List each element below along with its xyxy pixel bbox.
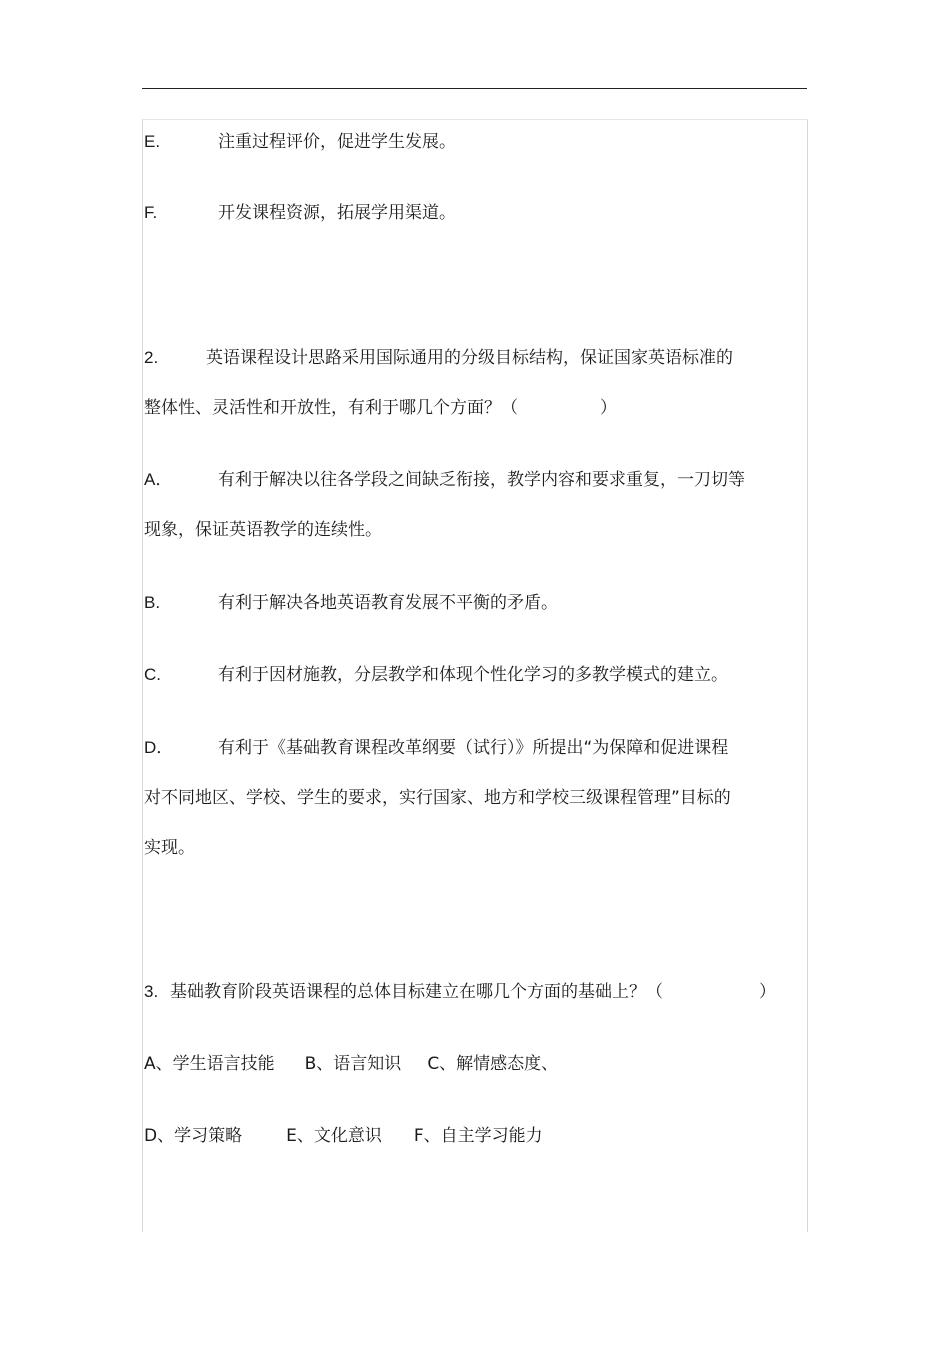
option-text: 对不同地区、学校、学生的要求，实行国家、地方和学校三级课程管理”目标的 — [144, 788, 731, 808]
q2-option-c — [144, 665, 728, 685]
q2-option-d-line2 — [144, 788, 731, 808]
question-text: 整体性、灵活性和开放性，有利于哪几个方面？（ — [144, 398, 518, 418]
q3-option-d: D、学习策略 — [144, 1126, 243, 1146]
question-text: 英语课程设计思路采用国际通用的分级目标结构，保证国家英语标准的 — [206, 348, 733, 368]
q3-option-b: B、语言知识 — [304, 1054, 402, 1074]
q2-option-a-line2 — [144, 520, 382, 540]
option-marker: B. — [144, 593, 161, 612]
q3-option-e: E、文化意识 — [286, 1126, 382, 1146]
option-text: 有利于因材施教，分层教学和体现个性化学习的多教学模式的建立。 — [218, 665, 728, 685]
option-marker: D． — [144, 738, 174, 757]
q1-option-e — [144, 132, 456, 152]
answer-paren-close: ） — [600, 398, 617, 418]
q2-option-a-line1 — [144, 470, 745, 490]
q2-option-b — [144, 593, 558, 613]
q3-option-c: C、解情感态度、 — [427, 1054, 559, 1074]
option-marker: C. — [144, 665, 161, 684]
option-text: 实现。 — [144, 838, 195, 858]
q2-stem-line1 — [144, 348, 733, 368]
q3-option-f: F、自主学习能力 — [413, 1126, 543, 1146]
option-marker: E. — [144, 132, 161, 151]
question-number: 3. — [144, 982, 159, 1001]
q3-options-row1 — [144, 1054, 558, 1074]
header-rule — [142, 88, 807, 89]
option-marker: F. — [144, 203, 158, 222]
option-text: 开发课程资源，拓展学用渠道。 — [218, 203, 456, 223]
question-number: 2. — [144, 348, 159, 367]
option-text: 有利于解决各地英语教育发展不平衡的矛盾。 — [218, 593, 558, 613]
option-text: 注重过程评价，促进学生发展。 — [218, 132, 456, 152]
q2-option-d-line1 — [144, 738, 728, 758]
question-text: 基础教育阶段英语课程的总体目标建立在哪几个方面的基础上？（ — [170, 982, 663, 1002]
answer-paren-close: ） — [759, 982, 776, 1002]
q3-stem — [144, 982, 776, 1002]
option-marker: A． — [144, 470, 173, 489]
q3-options-row2 — [144, 1126, 543, 1146]
option-text: 有利于《基础教育课程改革纲要（试行）》所提出“为保障和促进课程 — [218, 738, 729, 758]
q3-option-a: A、学生语言技能 — [144, 1054, 275, 1074]
option-text: 现象，保证英语教学的连续性。 — [144, 520, 382, 540]
option-text: 有利于解决以往各学段之间缺乏衔接，教学内容和要求重复，一刀切等 — [218, 470, 745, 490]
q1-option-f — [144, 203, 456, 223]
q2-stem-line2 — [144, 398, 617, 418]
q2-option-d-line3 — [144, 838, 195, 858]
